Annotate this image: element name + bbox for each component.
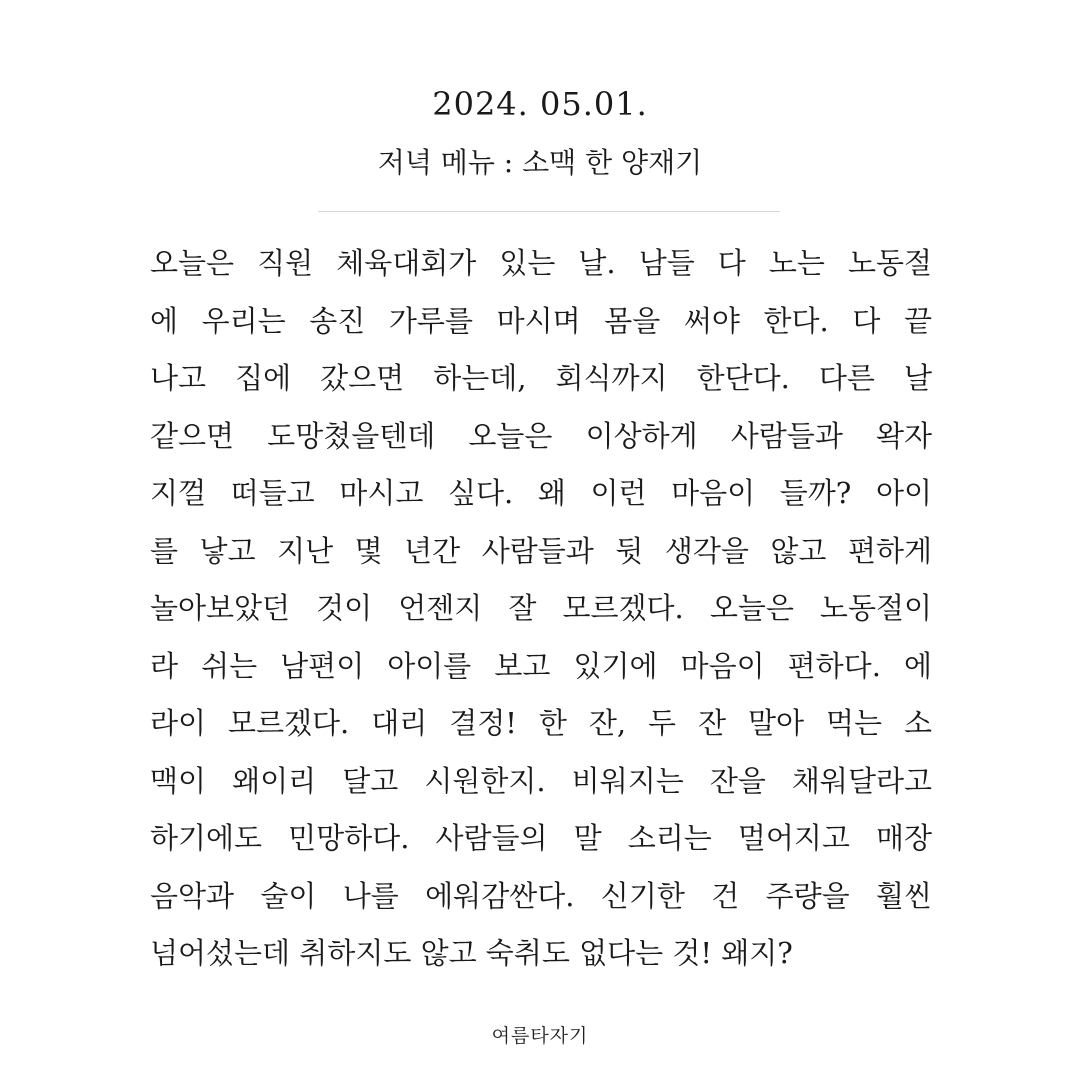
body-line: 오늘은 직원 체육대회가 있는 날. 남들 다 노는 노동절 xyxy=(150,246,932,280)
body-line: 나고 집에 갔으면 하는데, 회식까지 한단다. 다른 날 xyxy=(150,361,932,395)
body-line: 놀아보았던 것이 언젠지 잘 모르겠다. 오늘은 노동절이 xyxy=(150,591,932,625)
header-divider xyxy=(318,211,780,212)
body-line: 음악과 술이 나를 에워감싼다. 신기한 건 주량을 훨씬 xyxy=(150,878,932,913)
body-line: 라이 모르겠다. 대리 결정! 한 잔, 두 잔 말아 먹는 소 xyxy=(150,706,932,740)
body-line: 맥이 왜이리 달고 시원한지. 비워지는 잔을 채워달라고 xyxy=(150,763,932,798)
body-line: 에 우리는 송진 가루를 마시며 몸을 써야 한다. 다 끝 xyxy=(150,303,932,338)
diary-body xyxy=(150,235,932,983)
body-line: 같으면 도망쳤을텐데 오늘은 이상하게 사람들과 왁자 xyxy=(150,418,932,453)
body-line: 하기에도 민망하다. 사람들의 말 소리는 멀어지고 매장 xyxy=(150,821,932,855)
dinner-menu-title: 저녁 메뉴 : 소맥 한 양재기 xyxy=(377,146,703,179)
body-line: 라 쉬는 남편이 아이를 보고 있기에 마음이 편하다. 에 xyxy=(150,648,932,683)
body-line: 를 낳고 지난 몇 년간 사람들과 뒷 생각을 않고 편하게 xyxy=(150,533,932,568)
author-signature: 여름타자기 xyxy=(491,1025,589,1047)
entry-date: 2024. 05.01. xyxy=(432,85,648,123)
body-line: 넘어섰는데 취하지도 않고 숙취도 없다는 것! 왜지? xyxy=(150,936,793,970)
body-line: 지껄 떠들고 마시고 싶다. 왜 이런 마음이 들까? 아이 xyxy=(150,476,932,510)
